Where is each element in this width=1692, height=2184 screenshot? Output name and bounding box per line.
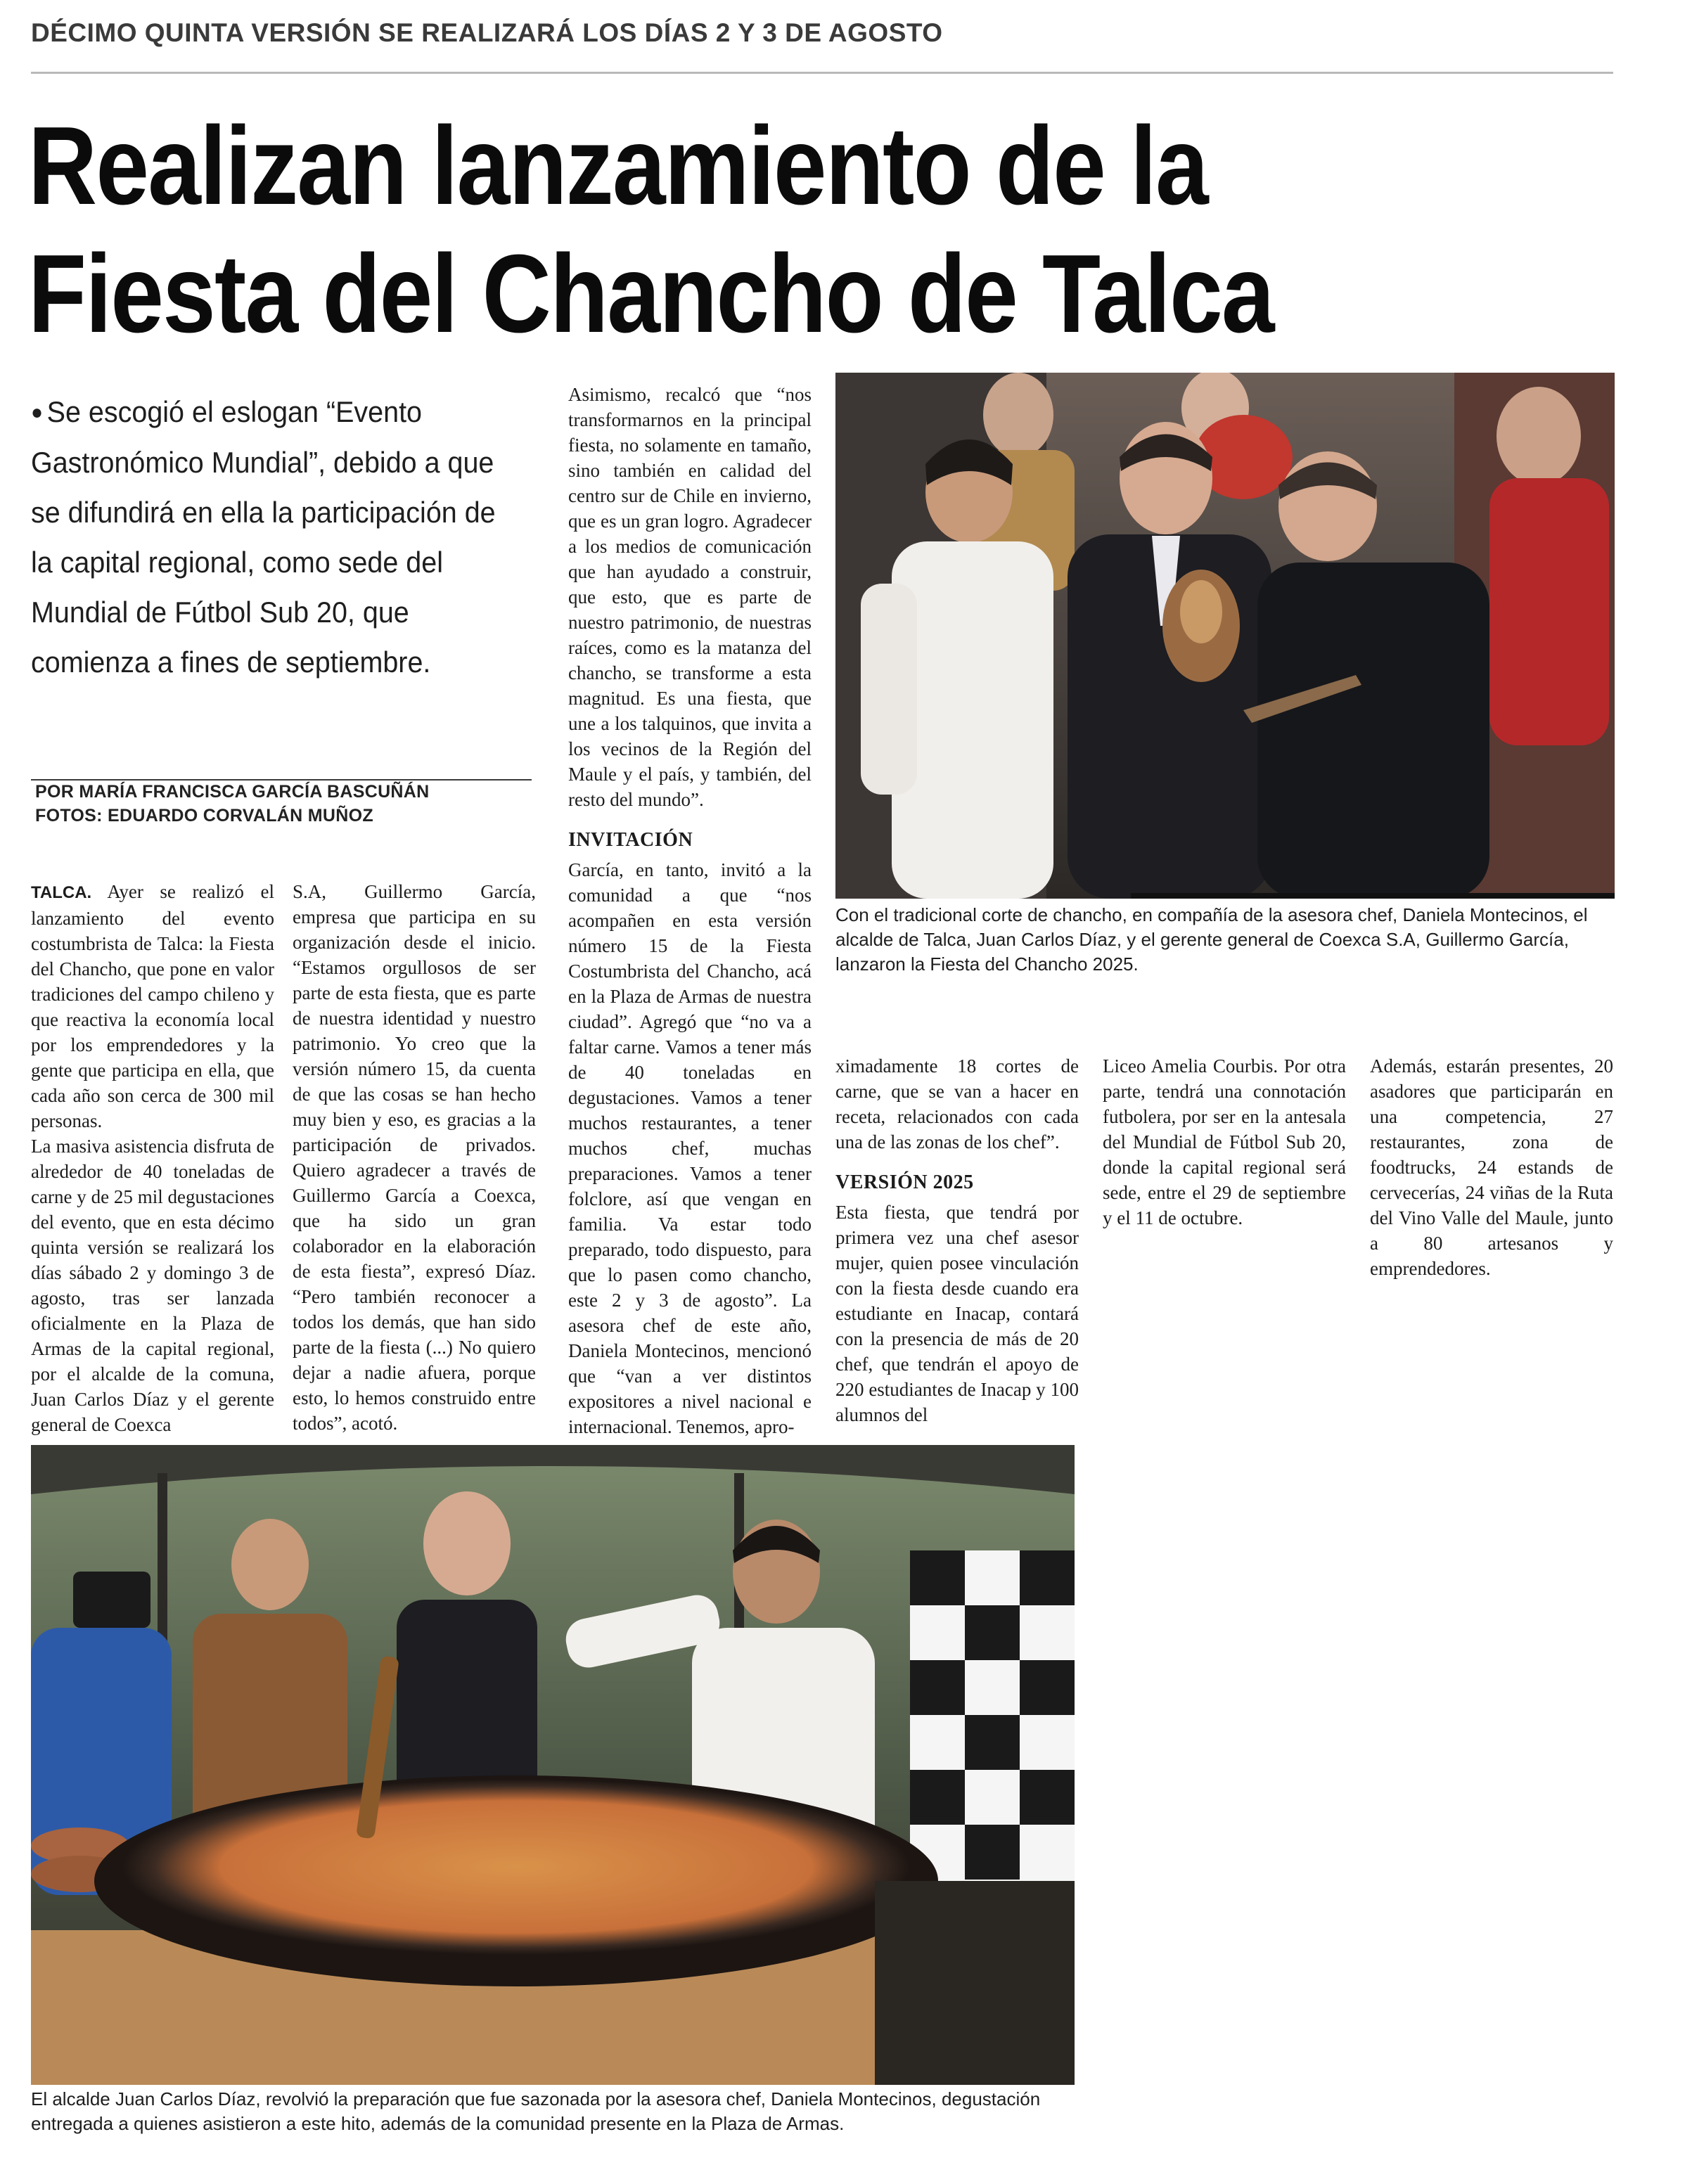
bottom-photo-caption: El alcalde Juan Carlos Díaz, revolvió la preparación que fue sazonada por la asesora chef, Daniela Montecinos, degustación entregada a quienes asistieron a este hito, además de la comunidad presente en la Plaza de Armas. — [31, 2088, 1041, 2134]
paragraph: García, en tanto, invitó a la comunidad a que “nos acompañen en esta versión número 15 de la Fiesta Costumbrista del Chancho, acá en la Plaza de Armas de nuestra ciudad”. Agregó que “no va a faltar carne. Vamos a tener más de 40 toneladas en degustaciones. Vamos a tener muchos restaurantes, a tener muchos chef, muchas preparaciones. Vamos a tener folclore, así que vengan en familia. Va estar todo preparado, todo dispuesto, para que lo pasen como chancho, este 2 y 3 de agosto”. La asesora chef de este año, Daniela Montecinos, mencionó que “van a ver distintos expositores a nivel nacional e internacional. Tenemos, apro- — [568, 859, 812, 1437]
subhead-version-2025: VERSIÓN 2025 — [835, 1171, 974, 1193]
paragraph: Esta fiesta, que tendrá por primera vez una chef asesor mujer, quien posee vinculación con la fiesta desde cuando era estudiante en Inacap, contará con la presencia de más de 20 chef, que tendrán el apoyo de 220 estudiantes de Inacap y 100 alumnos del — [835, 1202, 1079, 1425]
article-column-4 — [835, 1053, 1079, 1427]
byline-photos: FOTOS: EDUARDO CORVALÁN MUÑOZ — [35, 806, 373, 826]
byline-rule — [31, 779, 532, 781]
headline: Realizan lanzamiento de la Fiesta del Chancho de Talca — [28, 104, 1274, 356]
summary-lead — [31, 387, 507, 687]
paragraph: S.A, Guillermo García, empresa que participa en su organización desde el inicio. “Estamos orgullosos de ser parte de esta fiesta, que es parte de nuestra identidad y nuestro patrimonio. Yo creo que la versión número 15, da cuenta de que las cosas se han hecho muy bien y eso, es gracias a la participación de privados. Quiero agradecer a través de Guillermo García a Coexca, que ha sido un gran colaborador en la elaboración de esta fiesta”, expresó Díaz. “Pero también reconocer a todos los demás, que han sido parte de la fiesta (...) No quiero dejar a nadie afuera, porque esto, lo hemos construido entre todos”, acotó. — [293, 881, 536, 1434]
article-column-2 — [293, 879, 536, 1436]
paragraph: La masiva asistencia disfruta de alrededor de 40 toneladas de carne y de 25 mil degustaciones del evento, que en esta décimo quinta versión se realizará los días sábado 2 y domingo 3 de agosto, tras ser lanzada oficialmente en la Plaza de Armas de la capital regional, por el alcalde de la comuna, Juan Carlos Díaz y el gerente general de Coexca — [31, 1136, 274, 1435]
paragraph-text: Ayer se realizó el lanzamiento del evento costumbrista de Talca: la Fiesta del Chancho, que pone en valor tradiciones del campo chileno y que reactiva la economía local por los emprendedores y la gente que participa en ella, que cada año son cerca de 300 mil personas. — [31, 881, 274, 1131]
article-column-1 — [31, 879, 274, 1437]
kicker: DÉCIMO QUINTA VERSIÓN SE REALIZARÁ LOS DÍAS 2 Y 3 DE AGOSTO — [31, 18, 943, 47]
photo-ham-carving — [835, 373, 1615, 899]
paragraph: ximadamente 18 cortes de carne, que se van a hacer en receta, relacionados con cada una de las zonas de los chef”. — [835, 1055, 1079, 1152]
subhead-invitacion: INVITACIÓN — [568, 829, 693, 851]
top-photo-caption: Con el tradicional corte de chancho, en compañía de la asesora chef, Daniela Montecinos, el alcalde de Talca, Juan Carlos Díaz, y el gerente general de Coexca S.A, Guillermo García, lanzaron la Fiesta del Chancho 2025. — [835, 904, 1588, 975]
article-column-5 — [1103, 1053, 1346, 1231]
article-column-6 — [1370, 1053, 1613, 1281]
photo-paella-pan — [31, 1445, 1075, 2085]
bullet-icon: ● — [31, 401, 44, 424]
paragraph: Además, estarán presentes, 20 asadores que participarán en una competencia, 27 restaurantes, zona de foodtrucks, 24 estands de cervecerías, 24 viñas de la Ruta del Vino Valle del Maule, junto a 80 artesanos y emprendedores. — [1370, 1055, 1613, 1279]
paragraph — [31, 879, 274, 1133]
article-column-3 — [568, 382, 812, 1439]
summary-text: Se escogió el eslogan “Evento Gastronómico Mundial”, debido a que se difundirá en ella la participación de la capital regional, como sede del Mundial de Fútbol Sub 20, que comienza a fines de septiembre. — [31, 395, 496, 679]
paragraph: Asimismo, recalcó que “nos transformarnos en la principal fiesta, no solamente en tamaño, sino también en calidad del centro sur de Chile en invierno, que es un gran logro. Agradecer a los medios de comunicación que han ayudado a construir, que esto, que es parte de nuestro patrimonio, de nuestras raíces, como es la matanza del chancho, se transforme a esta magnitud. Es una fiesta, que une a los talquinos, que invita a los vecinos de la Región del Maule y el país, y también, del resto del mundo”. — [568, 384, 812, 810]
dateline: TALCA. — [31, 883, 92, 902]
byline-author: POR MARÍA FRANCISCA GARCÍA BASCUÑÁN — [35, 782, 430, 802]
top-rule — [31, 72, 1613, 74]
paragraph: Liceo Amelia Courbis. Por otra parte, tendrá una connotación futbolera, por ser en la antesala del Mundial de Fútbol Sub 20, donde la capital regional será sede, entre el 29 de septiembre y el 11 de octubre. — [1103, 1055, 1346, 1228]
